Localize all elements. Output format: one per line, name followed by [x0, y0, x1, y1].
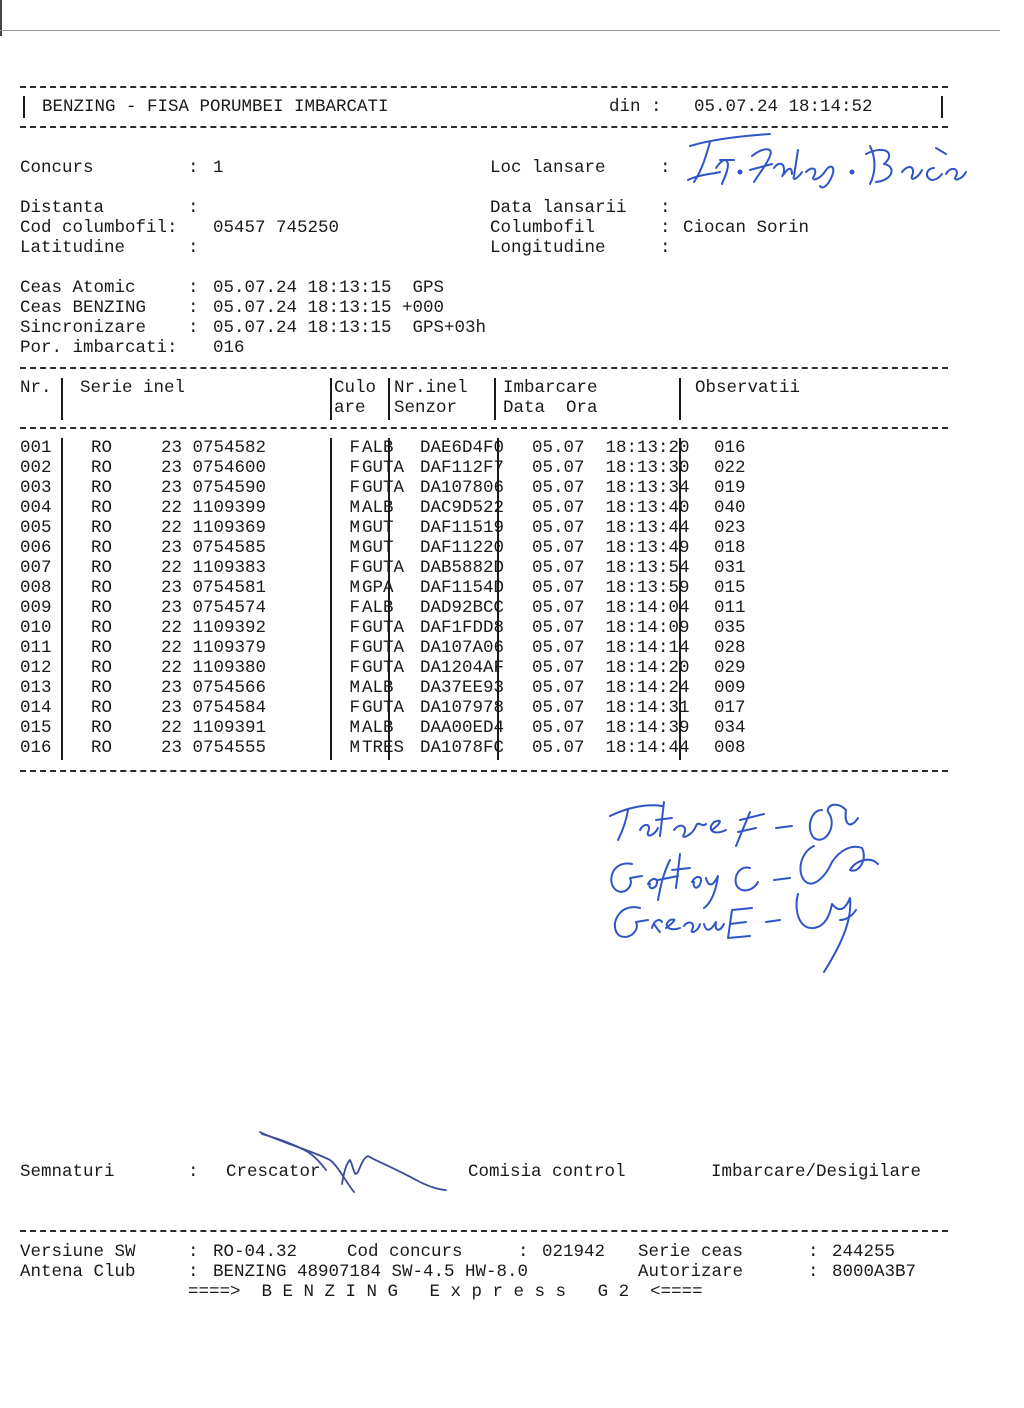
antena-club-label: Antena Club: [20, 1262, 136, 1282]
col-header-serie: Serie inel: [80, 378, 186, 398]
imbarcare-desigilare-label: Imbarcare/Desigilare: [711, 1162, 922, 1182]
row-country: RO: [91, 458, 113, 478]
comisia-control-label: Comisia control: [468, 1162, 626, 1182]
row-nr: 010: [20, 618, 52, 638]
row-sex: F: [349, 458, 360, 478]
row-sex: M: [349, 718, 360, 738]
col-header-imbarcare-2: Data Ora: [503, 398, 598, 418]
row-country: RO: [91, 698, 113, 718]
row-country: RO: [91, 558, 113, 578]
row-sex: F: [349, 658, 360, 678]
row-boarding: [530, 498, 710, 518]
row-sensor: DA37EE93: [420, 678, 505, 698]
table-row: [20, 718, 774, 738]
row-ring-series: 22 1109379: [161, 638, 267, 658]
table-row: [20, 678, 774, 698]
serie-ceas-colon: :: [808, 1242, 819, 1262]
columbofil-label: Columbofil: [490, 218, 596, 238]
row-boarding: [530, 738, 710, 758]
row-nr: 004: [20, 498, 52, 518]
row-ring-series: 22 1109380: [161, 658, 267, 678]
row-boarding: [530, 678, 710, 698]
row-color: GUTA: [362, 658, 405, 678]
row-nr: 009: [20, 598, 52, 618]
col-header-inel-2: Senzor: [394, 398, 458, 418]
row-boarding: [530, 458, 710, 478]
row-country: RO: [91, 678, 113, 698]
ceas-benzing-label: Ceas BENZING: [20, 298, 147, 318]
table-row: [20, 738, 774, 758]
row-boarding-date: 05.07: [532, 678, 585, 698]
row-color: ALB: [362, 498, 394, 518]
row-sex: M: [349, 678, 360, 698]
row-color: ALB: [362, 598, 394, 618]
row-boarding: [530, 638, 710, 658]
row-boarding: [530, 438, 710, 458]
row-ring-series: 22 1109369: [161, 518, 267, 538]
serie-ceas-label: Serie ceas: [638, 1242, 744, 1262]
row-sex: F: [349, 618, 360, 638]
col-header-inel-1: Nr.inel: [394, 378, 468, 398]
row-boarding-time: 18:14:39: [605, 718, 690, 738]
row-sensor: DA107A06: [420, 638, 505, 658]
table-top-rule: [20, 367, 948, 369]
row-sex: F: [349, 478, 360, 498]
hdr-sep-5: [679, 378, 681, 420]
table-header-rule: [20, 427, 948, 429]
row-sensor: DAA00ED4: [420, 718, 505, 738]
row-country: RO: [91, 638, 113, 658]
row-observations: 040: [714, 498, 746, 518]
row-observations: 028: [714, 638, 746, 658]
row-boarding-date: 05.07: [532, 598, 585, 618]
row-country: RO: [91, 538, 113, 558]
row-sex: F: [349, 638, 360, 658]
row-sex: M: [349, 498, 360, 518]
ceas-benzing-value: 05.07.24 18:13:15 +000: [213, 298, 445, 318]
row-ring-series: 23 0754584: [161, 698, 267, 718]
antena-club-value: BENZING 48907184 SW-4.5 HW-8.0: [213, 1262, 529, 1282]
row-nr: 003: [20, 478, 52, 498]
row-ring-series: 23 0754581: [161, 578, 267, 598]
row-ring-series: 22 1109391: [161, 718, 267, 738]
row-sensor: DA1078FC: [420, 738, 505, 758]
row-observations: 019: [714, 478, 746, 498]
document-title: BENZING - FISA PORUMBEI IMBARCATI: [42, 97, 389, 117]
cod-columbofil-value: 05457 745250: [213, 218, 340, 238]
row-boarding-date: 05.07: [532, 638, 585, 658]
col-header-observatii: Observatii: [695, 378, 801, 398]
header-top-rule: [20, 86, 948, 88]
loc-lansare-colon: :: [660, 158, 671, 178]
row-color: GUTA: [362, 638, 405, 658]
hdr-sep-2: [330, 378, 332, 420]
row-ring-series: 22 1109399: [161, 498, 267, 518]
table-row: [20, 618, 774, 638]
row-sensor: DAF11519: [420, 518, 505, 538]
table-row: [20, 458, 774, 478]
row-boarding-time: 18:14:24: [605, 678, 690, 698]
row-color: ALB: [362, 438, 394, 458]
row-ring-series: 23 0754582: [161, 438, 267, 458]
row-country: RO: [91, 658, 113, 678]
row-observations: 023: [714, 518, 746, 538]
row-sensor: DAF112F7: [420, 458, 505, 478]
row-boarding-time: 18:14:14: [605, 638, 690, 658]
columbofil-value: Ciocan Sorin: [683, 218, 810, 238]
loc-lansare-handwriting: [680, 128, 980, 190]
row-ring-series: 23 0754590: [161, 478, 267, 498]
header-right-bar: [941, 96, 943, 118]
row-observations: 009: [714, 678, 746, 698]
row-country: RO: [91, 438, 113, 458]
row-boarding-date: 05.07: [532, 538, 585, 558]
semnaturi-colon: :: [188, 1162, 199, 1182]
row-color: GUTA: [362, 558, 405, 578]
row-observations: 015: [714, 578, 746, 598]
longitudine-label: Longitudine: [490, 238, 606, 258]
row-boarding-date: 05.07: [532, 618, 585, 638]
hdr-sep-4: [494, 378, 496, 420]
row-boarding-date: 05.07: [532, 578, 585, 598]
row-observations: 008: [714, 738, 746, 758]
concurs-colon: :: [188, 158, 199, 178]
col-header-culoare-1: Culo: [334, 378, 377, 398]
concurs-value: 1: [213, 158, 224, 178]
row-color: GPA: [362, 578, 394, 598]
row-color: GUTA: [362, 458, 405, 478]
row-boarding: [530, 618, 710, 638]
row-boarding-time: 18:13:20: [605, 438, 690, 458]
footer-rule: [20, 1230, 948, 1232]
versiune-sw-label: Versiune SW: [20, 1242, 136, 1262]
scan-top-line: [0, 30, 1000, 31]
sincronizare-colon: :: [188, 318, 199, 338]
row-boarding: [530, 578, 710, 598]
row-sensor: DAF11220: [420, 538, 505, 558]
row-sensor: DA1204AF: [420, 658, 505, 678]
row-sex: M: [349, 518, 360, 538]
columbofil-colon: :: [660, 218, 671, 238]
row-nr: 005: [20, 518, 52, 538]
row-sensor: DAE6D4F0: [420, 438, 505, 458]
table-row: [20, 538, 774, 558]
table-row: [20, 498, 774, 518]
row-sensor: DA107806: [420, 478, 505, 498]
ceas-atomic-label: Ceas Atomic: [20, 278, 136, 298]
row-observations: 029: [714, 658, 746, 678]
table-row: [20, 558, 774, 578]
row-boarding: [530, 718, 710, 738]
row-country: RO: [91, 498, 113, 518]
sincronizare-label: Sincronizare: [20, 318, 147, 338]
table-row: [20, 638, 774, 658]
row-sensor: DAD92BCC: [420, 598, 505, 618]
row-boarding-date: 05.07: [532, 738, 585, 758]
row-nr: 014: [20, 698, 52, 718]
row-nr: 007: [20, 558, 52, 578]
row-ring-series: 23 0754574: [161, 598, 267, 618]
row-boarding-time: 18:14:04: [605, 598, 690, 618]
row-country: RO: [91, 518, 113, 538]
data-lansarii-label: Data lansarii: [490, 198, 627, 218]
row-nr: 011: [20, 638, 52, 658]
table-row: [20, 598, 774, 618]
row-sex: M: [349, 578, 360, 598]
row-observations: 031: [714, 558, 746, 578]
row-sensor: DAB5882D: [420, 558, 505, 578]
row-boarding: [530, 518, 710, 538]
versiune-sw-colon: :: [188, 1242, 199, 1262]
distanta-colon: :: [188, 198, 199, 218]
pigeons-table: [20, 438, 774, 758]
row-ring-series: 23 0754585: [161, 538, 267, 558]
longitudine-colon: :: [660, 238, 671, 258]
por-imbarcati-value: 016: [213, 338, 245, 358]
row-color: GUT: [362, 518, 394, 538]
row-boarding-date: 05.07: [532, 718, 585, 738]
col-header-culoare-2: are: [334, 398, 366, 418]
row-ring-series: 23 0754555: [161, 738, 267, 758]
row-boarding-time: 18:13:30: [605, 458, 690, 478]
row-observations: 016: [714, 438, 746, 458]
table-row: [20, 578, 774, 598]
row-observations: 011: [714, 598, 746, 618]
crescator-signature: [250, 1122, 450, 1202]
cod-concurs-value: 021942: [542, 1242, 606, 1262]
row-observations: 035: [714, 618, 746, 638]
row-observations: 034: [714, 718, 746, 738]
crescator-label: Crescator: [226, 1162, 321, 1182]
row-sex: M: [349, 538, 360, 558]
row-boarding-time: 18:13:34: [605, 478, 690, 498]
antena-club-colon: :: [188, 1262, 199, 1282]
row-boarding-time: 18:14:09: [605, 618, 690, 638]
row-boarding-date: 05.07: [532, 658, 585, 678]
row-boarding: [530, 658, 710, 678]
row-boarding-time: 18:13:59: [605, 578, 690, 598]
row-boarding-time: 18:14:31: [605, 698, 690, 718]
table-row: [20, 438, 774, 458]
table-row: [20, 658, 774, 678]
serie-ceas-value: 244255: [832, 1242, 896, 1262]
row-country: RO: [91, 618, 113, 638]
cod-concurs-colon: :: [518, 1242, 529, 1262]
row-color: GUTA: [362, 698, 405, 718]
row-sensor: DA107978: [420, 698, 505, 718]
latitudine-colon: :: [188, 238, 199, 258]
hdr-sep-3: [388, 378, 390, 420]
row-boarding-date: 05.07: [532, 438, 585, 458]
row-sex: F: [349, 598, 360, 618]
row-sex: F: [349, 698, 360, 718]
row-observations: 017: [714, 698, 746, 718]
row-color: ALB: [362, 678, 394, 698]
row-country: RO: [91, 598, 113, 618]
row-color: GUTA: [362, 618, 405, 638]
benzing-banner: ====> B E N Z I N G E x p r e s s G 2 <====: [188, 1282, 703, 1302]
autorizare-label: Autorizare: [638, 1262, 744, 1282]
row-sensor: DAF1FDD8: [420, 618, 505, 638]
latitudine-label: Latitudine: [20, 238, 126, 258]
row-boarding-date: 05.07: [532, 458, 585, 478]
por-imbarcati-label: Por. imbarcati:: [20, 338, 178, 358]
row-boarding-date: 05.07: [532, 698, 585, 718]
ceas-atomic-colon: :: [188, 278, 199, 298]
col-header-nr: Nr.: [20, 378, 52, 398]
row-observations: 018: [714, 538, 746, 558]
row-boarding-time: 18:13:44: [605, 518, 690, 538]
header-date-value: 05.07.24 18:14:52: [694, 97, 873, 117]
row-nr: 013: [20, 678, 52, 698]
commission-handwritten-signatures: [600, 790, 900, 980]
row-boarding: [530, 598, 710, 618]
row-boarding-date: 05.07: [532, 518, 585, 538]
header-date-label: din :: [609, 97, 662, 117]
autorizare-value: 8000A3B7: [832, 1262, 917, 1282]
row-nr: 006: [20, 538, 52, 558]
pigeons-table-body: [20, 438, 774, 758]
loc-lansare-label: Loc lansare: [490, 158, 606, 178]
row-nr: 001: [20, 438, 52, 458]
row-sensor: DAC9D522: [420, 498, 505, 518]
hdr-sep-1: [61, 378, 63, 420]
row-nr: 002: [20, 458, 52, 478]
row-boarding-time: 18:13:49: [605, 538, 690, 558]
table-row: [20, 698, 774, 718]
row-ring-series: 23 0754566: [161, 678, 267, 698]
cod-concurs-label: Cod concurs: [347, 1242, 463, 1262]
table-row: [20, 518, 774, 538]
row-boarding-time: 18:13:40: [605, 498, 690, 518]
row-color: ALB: [362, 718, 394, 738]
row-nr: 016: [20, 738, 52, 758]
row-boarding-date: 05.07: [532, 498, 585, 518]
distanta-label: Distanta: [20, 198, 105, 218]
row-ring-series: 22 1109392: [161, 618, 267, 638]
header-left-bar: [23, 96, 25, 118]
row-boarding: [530, 538, 710, 558]
row-sex: M: [349, 738, 360, 758]
row-country: RO: [91, 478, 113, 498]
row-nr: 008: [20, 578, 52, 598]
ceas-atomic-value: 05.07.24 18:13:15 GPS: [213, 278, 445, 298]
data-lansarii-colon: :: [660, 198, 671, 218]
row-sensor: DAF1154D: [420, 578, 505, 598]
row-boarding: [530, 478, 710, 498]
row-boarding: [530, 698, 710, 718]
autorizare-colon: :: [808, 1262, 819, 1282]
cod-columbofil-label: Cod columbofil:: [20, 218, 178, 238]
row-color: TRES: [362, 738, 405, 758]
ceas-benzing-colon: :: [188, 298, 199, 318]
table-bottom-rule: [20, 770, 948, 772]
row-boarding-time: 18:14:44: [605, 738, 690, 758]
row-ring-series: 23 0754600: [161, 458, 267, 478]
row-color: GUTA: [362, 478, 405, 498]
row-boarding-date: 05.07: [532, 478, 585, 498]
row-observations: 022: [714, 458, 746, 478]
row-sex: F: [349, 438, 360, 458]
row-country: RO: [91, 578, 113, 598]
row-country: RO: [91, 738, 113, 758]
semnaturi-label: Semnaturi: [20, 1162, 115, 1182]
row-boarding-date: 05.07: [532, 558, 585, 578]
col-header-imbarcare-1: Imbarcare: [503, 378, 598, 398]
versiune-sw-value: RO-04.32: [213, 1242, 298, 1262]
row-nr: 015: [20, 718, 52, 738]
row-sex: F: [349, 558, 360, 578]
sincronizare-value: 05.07.24 18:13:15 GPS+03h: [213, 318, 487, 338]
row-ring-series: 22 1109383: [161, 558, 267, 578]
row-boarding: [530, 558, 710, 578]
row-color: GUT: [362, 538, 394, 558]
row-nr: 012: [20, 658, 52, 678]
row-boarding-time: 18:13:54: [605, 558, 690, 578]
concurs-label: Concurs: [20, 158, 94, 178]
row-country: RO: [91, 718, 113, 738]
table-row: [20, 478, 774, 498]
row-boarding-time: 18:14:20: [605, 658, 690, 678]
